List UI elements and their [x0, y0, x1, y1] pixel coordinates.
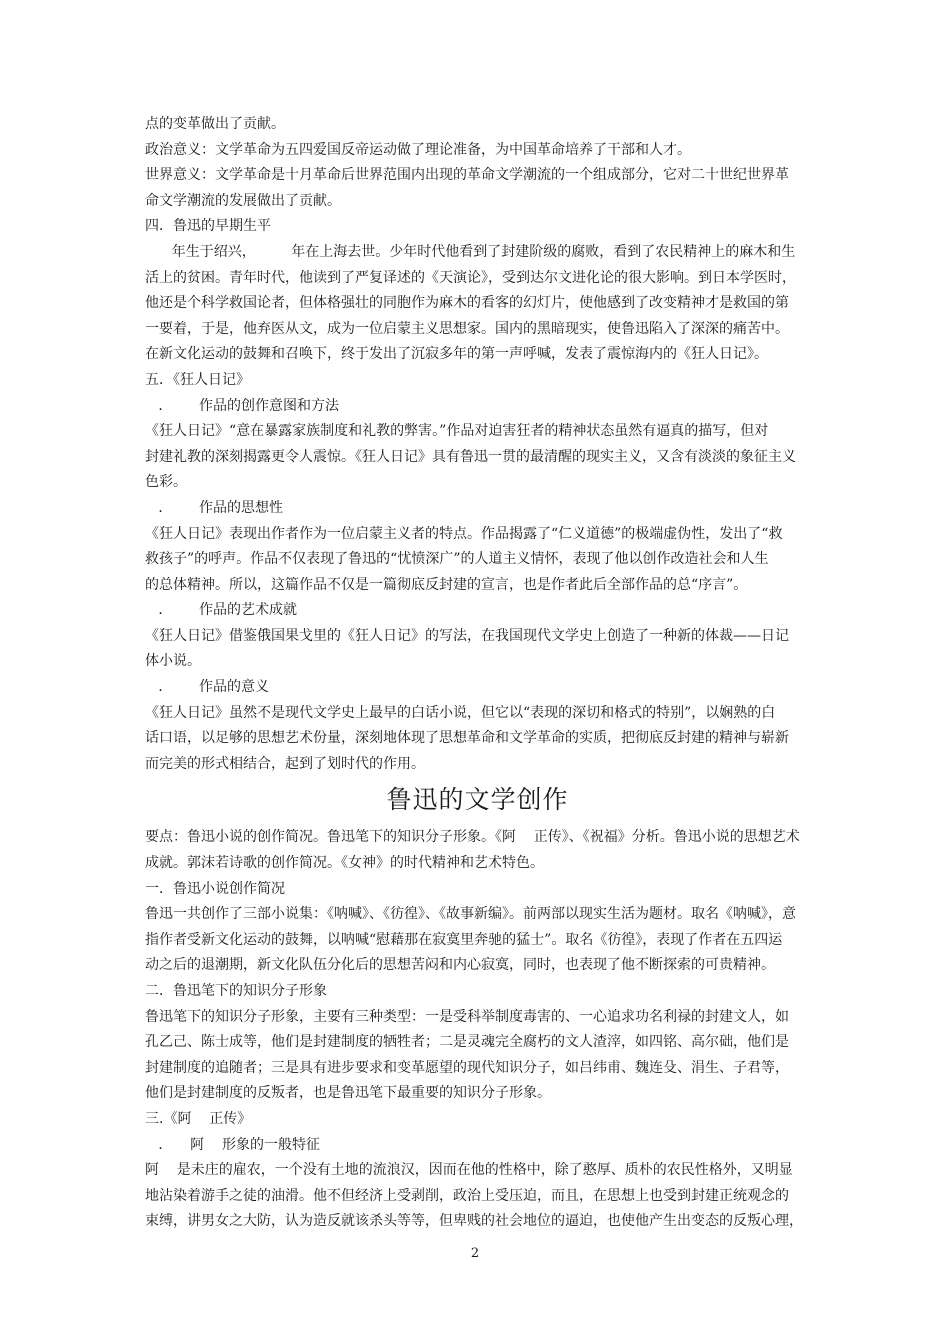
text-line: ． 作品的意义: [145, 679, 270, 696]
text-line: ． 作品的思想性: [145, 499, 284, 516]
text-line: 世界意义：文学革命是十月革命后世界范围内出现的革命文学潮流的一个组成部分，它对二十世纪世界革: [145, 167, 789, 184]
text-line: 在新文化运动的鼓舞和召唤下，终于发出了沉寂多年的第一声呼喊，发表了震惊海内的《狂人日记》。: [145, 346, 768, 363]
text-line: 命文学潮流的发展做出了贡献。: [145, 192, 341, 209]
text-line: 体小说。: [145, 653, 201, 670]
text-line: 他还是个科学救国论者，但体格强壮的同胞作为麻木的看客的幻灯片，使他感到了改变精神才是救国的第: [145, 295, 789, 312]
text-line: 鲁迅一共创作了三部小说集：《呐喊》、《彷徨》、《故事新编》。前两部以现实生活为题材。取名《呐喊》，意: [145, 906, 796, 923]
text-line: 而完美的形式相结合，起到了划时代的作用。: [145, 755, 425, 772]
text-line: 《狂人日记》借鉴俄国果戈里的《狂人日记》的写法，在我国现代文学史上创造了一种新的体裁——日记: [145, 627, 789, 644]
text-line: 三.《阿 正传》: [145, 1110, 252, 1127]
text-line: 地沾染着游手之徒的油滑。他不但经济上受剥削，政治上受压迫，而且，在思想上也受到封建正统观念的: [145, 1187, 789, 1204]
text-line: 政治意义：文学革命为五四爱国反帝运动做了理论准备，为中国革命培养了干部和人才。: [145, 141, 691, 158]
text-line: 他们是封建制度的反叛者，也是鲁迅笔下最重要的知识分子形象。: [145, 1085, 551, 1102]
text-line: 封建制度的追随者；三是具有进步要求和变革愿望的现代知识分子，如吕纬甫、魏连殳、涓生、子君等，: [145, 1059, 789, 1076]
text-line: 动之后的退潮期，新文化队伍分化后的思想苦闷和内心寂寞，同时，也表现了他不断探索的可贵精神。: [145, 957, 775, 974]
section-xinhai-luxun-early: [145, 112, 810, 777]
text-line: 五．《狂人日记》: [145, 371, 250, 388]
text-line: 孔乙己、陈士成等，他们是封建制度的牺牲者；二是灵魂完全腐朽的文人渣滓，如四铭、高尔础，他们是: [145, 1034, 789, 1051]
text-line: 的总体精神。所以，这篇作品不仅是一篇彻底反封建的宣言，也是作者此后全部作品的总“序言”。: [145, 576, 748, 593]
text-line: 救孩子”的呼声。作品不仅表现了鲁迅的“忧愤深广”的人道主义情怀，表现了他以创作改造社会和人生: [145, 551, 769, 568]
text-line: ． 作品的艺术成就: [145, 602, 298, 619]
text-line: 成就。郭沫若诗歌的创作简况。《女神》的时代精神和艺术特色。: [145, 855, 544, 872]
text-line: 封建礼教的深刻揭露更令人震惊。《狂人日记》具有鲁迅一贯的最清醒的现实主义，又含有淡淡的象征主义: [145, 448, 796, 465]
text-line: 束缚，讲男女之大防，认为造反就该杀头等等，但卑贱的社会地位的逼迫，也使他产生出变态的反叛心理，: [145, 1213, 803, 1230]
text-line: 年生于绍兴， 年在上海去世。少年时代他看到了封建阶级的腐败，看到了农民精神上的麻木和生: [145, 243, 796, 260]
text-line: 《狂人日记》虽然不是现代文学史上最早的白话小说，但它以“表现的深切和格式的特别”，以娴熟的白: [145, 704, 776, 721]
text-line: 《狂人日记》表现出作者作为一位启蒙主义者的特点。作品揭露了“仁义道德”的极端虚伪性，发出了“救: [145, 525, 783, 542]
text-line: 《狂人日记》“意在暴露家族制度和礼教的弊害。”作品对迫害狂者的精神状态虽然有逼真的描写，但对: [145, 423, 769, 440]
section-luxun-literary-creation: [145, 825, 810, 1235]
text-line: ． 阿 形象的一般特征: [145, 1136, 320, 1153]
chapter-title: 鲁迅的文学创作: [386, 785, 569, 815]
text-line: 一要着，于是，他弃医从文，成为一位启蒙主义思想家。国内的黑暗现实，使鲁迅陷入了深深的痛苦中。: [145, 320, 789, 337]
text-line: 阿 是未庄的雇农，一个没有土地的流浪汉，因而在他的性格中，除了憨厚、质朴的农民性格外，又明显: [145, 1162, 793, 1179]
text-line: 话口语，以足够的思想艺术份量，深刻地体现了思想革命和文学革命的实质，把彻底反封建的精神与崭新: [145, 730, 789, 747]
page-content: [145, 112, 810, 1235]
text-line: 活上的贫困。青年时代，他读到了严复译述的《天演论》，受到达尔文进化论的很大影响。到日本学医时，: [145, 269, 796, 286]
text-line: 色彩。: [145, 474, 187, 491]
text-line: ． 作品的创作意图和方法: [145, 397, 340, 414]
text-line: 一．鲁迅小说创作简况: [145, 880, 285, 897]
text-line: 点的变革做出了贡献。: [145, 116, 285, 132]
page-number: 2: [470, 1246, 480, 1261]
text-line: 四．鲁迅的早期生平: [145, 218, 271, 235]
text-line: 二．鲁迅笔下的知识分子形象: [145, 983, 327, 999]
text-line: 要点：鲁迅小说的创作简况。鲁迅笔下的知识分子形象。《阿 正传》、《祝福》分析。鲁迅小说的思想艺术: [145, 829, 800, 846]
text-line: 鲁迅笔下的知识分子形象，主要有三种类型：一是受科举制度毒害的、一心追求功名利禄的封建文人，如: [145, 1008, 789, 1025]
text-line: 指作者受新文化运动的鼓舞，以呐喊“慰藉那在寂寞里奔驰的猛士”。取名《彷徨》，表现了作者在五四运: [145, 931, 783, 948]
